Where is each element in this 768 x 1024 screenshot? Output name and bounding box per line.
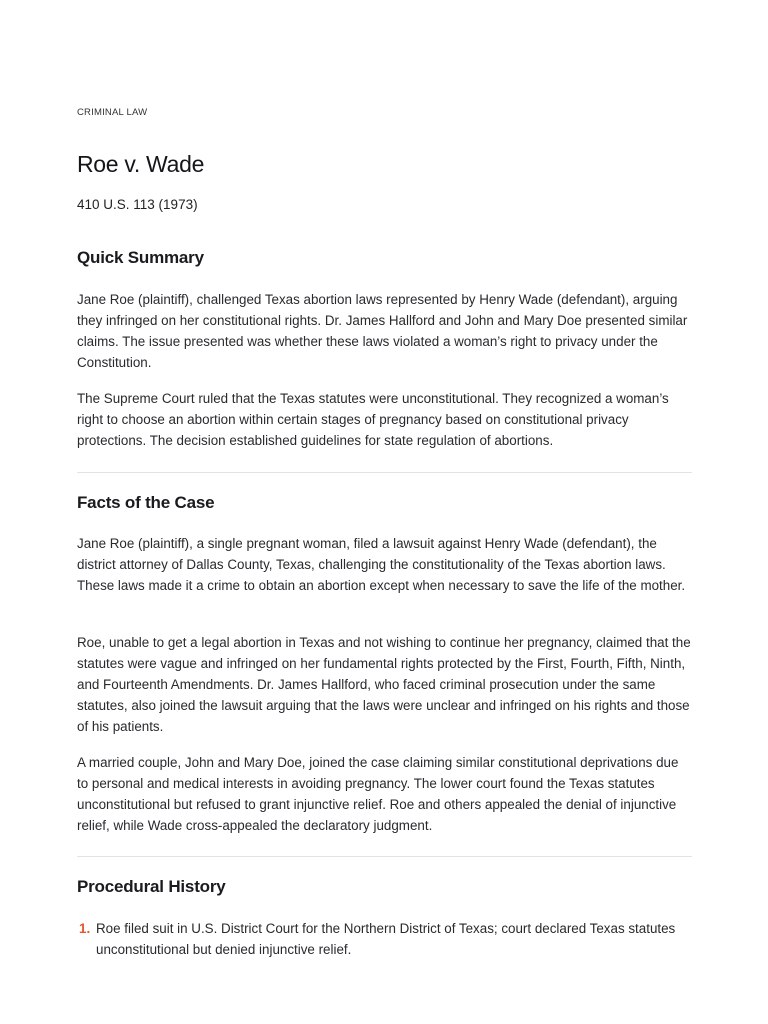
list-item-number: 1.	[79, 921, 91, 936]
facts-paragraph-2: Roe, unable to get a legal abortion in Texas and not wishing to continue her pregnancy, claimed that the statutes were vague and infringed on her fundamental rights protected by the First, Fourth, Fifth, Ninth, and Fourteenth Amendments. Dr. James Hallford, who faced criminal prosecution under the same statutes, also joined the lawsuit arguing that the laws were unclear and infringed on his rights and those of his patients.	[77, 635, 691, 734]
section-divider	[77, 856, 692, 857]
quick-summary-heading: Quick Summary	[77, 248, 204, 267]
quick-summary-paragraph-1: Jane Roe (plaintiff), challenged Texas abortion laws represented by Henry Wade (defendant), arguing they infringed on her constitutional rights. Dr. James Hallford and John and Mary Doe presented similar claims. The issue presented was whether these laws violated a woman’s right to privacy under the Constitution.	[77, 292, 688, 370]
facts-paragraph-1: Jane Roe (plaintiff), a single pregnant woman, filed a lawsuit against Henry Wade (defendant), the district attorney of Dallas County, Texas, challenging the constitutionality of the Texas abortion laws. These laws made it a crime to obtain an abortion except when necessary to save the life of the mother.	[77, 536, 686, 593]
procedural-history-item	[77, 918, 692, 960]
facts-paragraph-3: A married couple, John and Mary Doe, joined the case claiming similar constitutional deprivations due to personal and medical interests in avoiding pregnancy. The lower court found the Texas statutes unconstitutional but refused to grant injunctive relief. Roe and others appealed the denial of injunctive relief, while Wade cross-appealed the declaratory judgment.	[77, 755, 679, 833]
page-title: Roe v. Wade	[77, 151, 205, 177]
facts-heading: Facts of the Case	[77, 493, 215, 512]
category-label: CRIMINAL LAW	[77, 107, 148, 118]
procedural-history-heading: Procedural History	[77, 877, 226, 896]
list-item-text: Roe filed suit in U.S. District Court for the Northern District of Texas; court declared Texas statutes unconstitutional but denied injunctive relief.	[96, 921, 676, 957]
case-citation: 410 U.S. 113 (1973)	[77, 197, 198, 212]
quick-summary-paragraph-2: The Supreme Court ruled that the Texas statutes were unconstitutional. They recognized a woman’s right to choose an abortion within certain stages of pregnancy based on constitutional privacy protections. The decision established guidelines for state regulation of abortions.	[77, 391, 669, 448]
section-divider	[77, 472, 692, 473]
